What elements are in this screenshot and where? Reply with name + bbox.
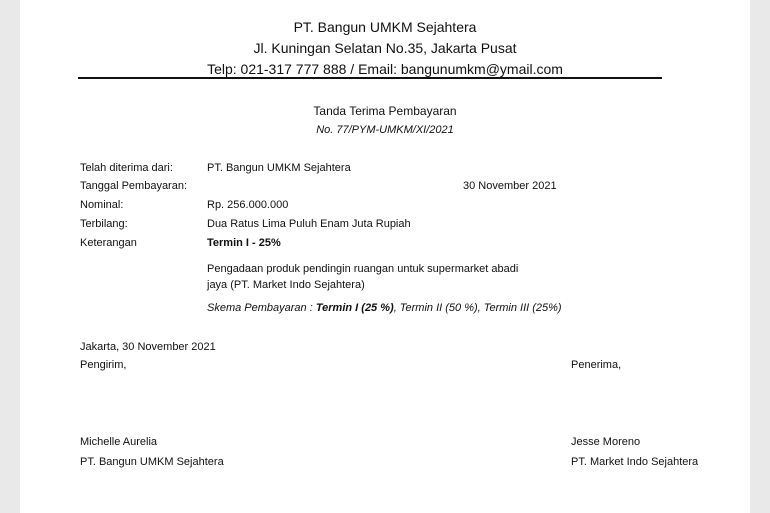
receiver-company: PT. Market Indo Sejahtera: [571, 456, 699, 468]
scheme-other-terms: , Termin II (50 %), Termin III (25%): [393, 302, 562, 314]
company-address: Jl. Kuningan Selatan No.35, Jakarta Pusat: [253, 40, 517, 56]
sender-company: PT. Bangun UMKM Sejahtera: [80, 456, 224, 468]
description-line-2: jaya (PT. Market Indo Sejahtera): [207, 279, 365, 291]
sender-name: Michelle Aurelia: [80, 436, 158, 448]
sender-label: Pengirim,: [80, 359, 127, 371]
header-divider: [78, 77, 662, 79]
receipt-number: No. 77/PYM-UMKM/XI/2021: [316, 124, 454, 136]
notes-value: Termin I - 25%: [207, 237, 281, 249]
receiver-label: Penerima,: [571, 359, 622, 371]
description-line-1: Pengadaan produk pendingin ruangan untuk supermarket abadi: [207, 263, 519, 275]
payment-date-label: Tanggal Pembayaran:: [80, 180, 188, 192]
receipt-title: Tanda Terima Pembayaran: [313, 104, 457, 118]
company-contact: Telp: 021-317 777 888 / Email: bangunumkm@ymail.com: [207, 61, 563, 77]
payment-scheme: [207, 302, 562, 314]
notes-label: Keterangan: [80, 237, 137, 249]
in-words-value: Dua Ratus Lima Puluh Enam Juta Rupiah: [207, 218, 411, 230]
nominal-value: Rp. 256.000.000: [207, 199, 289, 211]
scheme-prefix: Skema Pembayaran :: [207, 302, 316, 314]
received-from-label: Telah diterima dari:: [80, 162, 173, 174]
received-from-value: PT. Bangun UMKM Sejahtera: [207, 162, 351, 174]
payment-date-value: 30 November 2021: [463, 180, 557, 192]
receipt-page: [20, 0, 750, 513]
scheme-term-1: Termin I (25 %): [315, 302, 394, 314]
place-date: Jakarta, 30 November 2021: [80, 341, 216, 353]
in-words-label: Terbilang:: [80, 218, 128, 230]
company-name: PT. Bangun UMKM Sejahtera: [293, 19, 477, 35]
nominal-label: Nominal:: [80, 199, 124, 211]
receiver-name: Jesse Moreno: [571, 436, 641, 448]
